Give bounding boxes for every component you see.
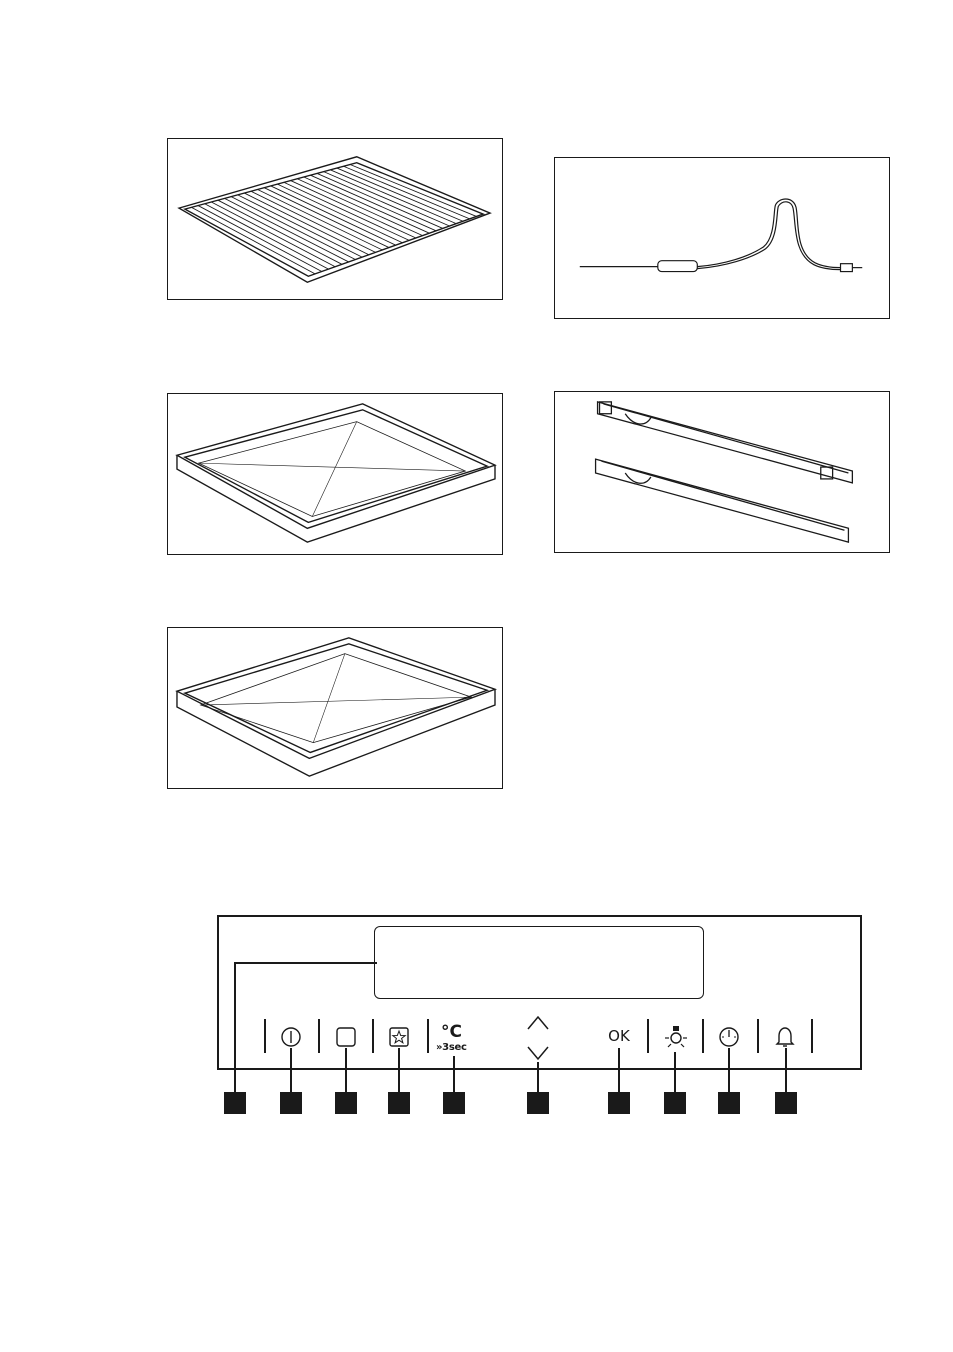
wire-shelf-illustration: [168, 139, 502, 299]
fast-heat-up-label: »3sec: [436, 1042, 467, 1053]
ok-leader: [618, 1048, 620, 1094]
separator: [702, 1019, 704, 1053]
up-down-callout-marker: [527, 1092, 549, 1114]
light-callout-marker: [664, 1092, 686, 1114]
heating-functions-callout-marker: [335, 1092, 357, 1114]
heating-functions-leader: [345, 1048, 347, 1094]
display-leader: [235, 962, 377, 964]
baking-tray-illustration: [168, 394, 502, 554]
display-callout-marker: [224, 1092, 246, 1114]
deep-pan-illustration: [168, 628, 502, 788]
favourite-button[interactable]: [388, 1026, 410, 1048]
on-off-button[interactable]: [280, 1026, 302, 1048]
telescopic-runners-figure: [554, 391, 890, 553]
separator: [264, 1019, 266, 1053]
chevron-up-icon: [526, 1013, 550, 1033]
light-button[interactable]: [663, 1024, 689, 1052]
clock-functions-leader: [728, 1048, 730, 1094]
my-favourite-programme-leader: [398, 1048, 400, 1094]
baking-tray-figure: [167, 393, 503, 555]
temperature-fast-heat-up-leader: [453, 1056, 455, 1094]
power-icon: [280, 1026, 302, 1048]
temperature-fast-heat-up-callout-marker: [443, 1092, 465, 1114]
up-down-leader: [537, 1062, 539, 1094]
minute-minder-callout-marker: [775, 1092, 797, 1114]
bell-icon: [774, 1025, 796, 1049]
shelf-wire: [350, 164, 476, 216]
on-off-callout-marker: [280, 1092, 302, 1114]
shelf-wire: [337, 168, 463, 221]
ok-icon: OK: [608, 1027, 630, 1045]
separator: [372, 1019, 374, 1053]
core-temperature-sensor-illustration: [555, 158, 889, 318]
light-leader: [674, 1052, 676, 1094]
clock-functions-callout-marker: [718, 1092, 740, 1114]
on-off-leader: [290, 1048, 292, 1094]
lamp-icon: [663, 1024, 689, 1052]
minute-minder-button[interactable]: [774, 1025, 796, 1049]
star-icon: [388, 1026, 410, 1048]
heating-functions-button[interactable]: [335, 1026, 357, 1048]
down-button[interactable]: [526, 1043, 550, 1063]
wire-shelf-figure: [167, 138, 503, 300]
shelf-wire: [344, 166, 470, 219]
square-icon: [335, 1026, 357, 1048]
celsius-icon: °C: [441, 1022, 462, 1042]
display: [374, 926, 704, 999]
up-button[interactable]: [526, 1013, 550, 1033]
my-favourite-programme-callout-marker: [388, 1092, 410, 1114]
core-temperature-sensor-figure: [554, 157, 890, 319]
clock-icon: [718, 1026, 740, 1048]
separator: [647, 1019, 649, 1053]
separator: [318, 1019, 320, 1053]
display-leader: [234, 962, 236, 1094]
separator: [757, 1019, 759, 1053]
chevron-down-icon: [526, 1043, 550, 1063]
separator: [811, 1019, 813, 1053]
separator: [427, 1019, 429, 1053]
telescopic-runners-illustration: [555, 392, 889, 552]
deep-pan-figure: [167, 627, 503, 789]
minute-minder-leader: [785, 1048, 787, 1094]
clock-button[interactable]: [718, 1026, 740, 1048]
ok-callout-marker: [608, 1092, 630, 1114]
